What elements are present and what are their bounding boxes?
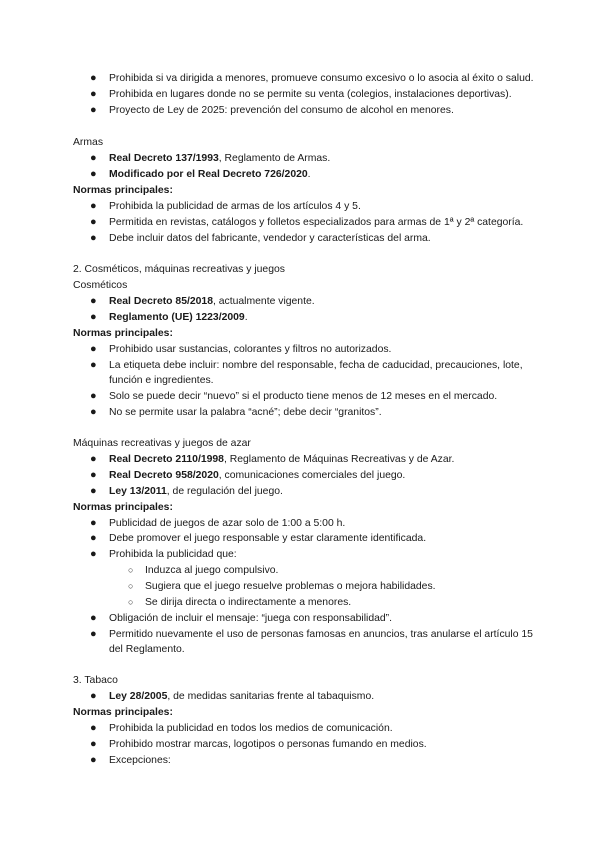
law-item: Real Decreto 85/2018, actualmente vigente. (109, 296, 315, 307)
list-item: Publicidad de juegos de azar solo de 1:00 a 5:00 h. (109, 518, 346, 529)
law-item: Real Decreto 2110/1998, Reglamento de Máquinas Recreativas y de Azar. (109, 454, 455, 465)
bullet-icon: ● (90, 390, 97, 402)
list-item: Prohibida la publicidad de armas de los artículos 4 y 5. (109, 201, 361, 212)
sub-bullet-icon: ○ (128, 565, 134, 575)
bullet-icon: ● (90, 453, 97, 465)
bullet-icon: ● (90, 738, 97, 750)
bullet-icon: ● (90, 690, 97, 702)
list-item: Permitido nuevamente el uso de personas famosas en anuncios, tras anularse el artículo 15 (109, 629, 533, 640)
sub-list-item: Induzca al juego compulsivo. (145, 565, 279, 576)
bullet-icon: ● (90, 200, 97, 212)
law-item: Ley 13/2011, de regulación del juego. (109, 486, 283, 497)
section-title: 2. Cosméticos, máquinas recreativas y juegos (73, 264, 285, 275)
list-item: No se permite usar la palabra “acné”; debe decir “granitos”. (109, 407, 382, 418)
law-item: Real Decreto 137/1993, Reglamento de Armas. (109, 153, 331, 164)
subsection-title: Armas (73, 137, 104, 148)
sub-bullet-icon: ○ (128, 581, 134, 591)
bullet-icon: ● (90, 469, 97, 481)
list-item: Obligación de incluir el mensaje: “juega con responsabilidad”. (109, 613, 393, 624)
sub-list-item: Sugiera que el juego resuelve problemas o mejora habilidades. (145, 581, 436, 592)
bullet-icon: ● (90, 517, 97, 529)
subsection-title: Máquinas recreativas y juegos de azar (73, 438, 251, 449)
bullet-icon: ● (90, 311, 97, 323)
bullet-icon: ● (90, 532, 97, 544)
bullet-icon: ● (90, 722, 97, 734)
bullet-icon: ● (90, 628, 97, 640)
law-item: Ley 28/2005, de medidas sanitarias frente al tabaquismo. (109, 691, 375, 702)
bullet-icon: ● (90, 754, 97, 766)
bullet-icon: ● (90, 168, 97, 180)
list-item: Prohibida la publicidad que: (109, 549, 237, 560)
list-item-continuation: del Reglamento. (109, 644, 185, 655)
bullet-icon: ● (90, 72, 97, 84)
rules-title: Normas principales: (73, 185, 173, 196)
bullet-icon: ● (90, 612, 97, 624)
list-item: Solo se puede decir “nuevo” si el producto tiene menos de 12 meses en el mercado. (109, 391, 498, 402)
section-title: 3. Tabaco (73, 675, 118, 686)
bullet-icon: ● (90, 548, 97, 560)
list-item: Prohibido mostrar marcas, logotipos o personas fumando en medios. (109, 739, 427, 750)
list-item-continuation: función e ingredientes. (109, 375, 214, 386)
law-item: Real Decreto 958/2020, comunicaciones comerciales del juego. (109, 470, 406, 481)
bullet-icon: ● (90, 104, 97, 116)
bullet-icon: ● (90, 485, 97, 497)
list-item: Debe incluir datos del fabricante, vendedor y características del arma. (109, 233, 431, 244)
sub-bullet-icon: ○ (128, 597, 134, 607)
list-item: Prohibida la publicidad en todos los medios de comunicación. (109, 723, 393, 734)
bullet-icon: ● (90, 406, 97, 418)
law-item: Modificado por el Real Decreto 726/2020. (109, 169, 311, 180)
list-item: Prohibida si va dirigida a menores, promueve consumo excesivo o lo asocia al éxito o salud. (109, 73, 534, 84)
bullet-icon: ● (90, 152, 97, 164)
bullet-icon: ● (90, 359, 97, 371)
bullet-icon: ● (90, 232, 97, 244)
list-item: Debe promover el juego responsable y estar claramente identificada. (109, 533, 427, 544)
list-item: La etiqueta debe incluir: nombre del responsable, fecha de caducidad, precauciones, lote, (109, 360, 523, 371)
bullet-icon: ● (90, 88, 97, 100)
law-item: Reglamento (UE) 1223/2009. (109, 312, 248, 323)
rules-title: Normas principales: (73, 328, 173, 339)
list-item: Excepciones: (109, 755, 171, 766)
rules-title: Normas principales: (73, 707, 173, 718)
sub-list-item: Se dirija directa o indirectamente a menores. (145, 597, 352, 608)
list-item: Permitida en revistas, catálogos y folletos especializados para armas de 1ª y 2ª categoría. (109, 217, 524, 228)
list-item: Prohibida en lugares donde no se permite su venta (colegios, instalaciones deportivas). (109, 89, 512, 100)
bullet-icon: ● (90, 216, 97, 228)
bullet-icon: ● (90, 295, 97, 307)
subsection-title: Cosméticos (73, 280, 128, 291)
rules-title: Normas principales: (73, 502, 173, 513)
bullet-icon: ● (90, 343, 97, 355)
list-item: Prohibido usar sustancias, colorantes y filtros no autorizados. (109, 344, 392, 355)
list-item: Proyecto de Ley de 2025: prevención del consumo de alcohol en menores. (109, 105, 454, 116)
